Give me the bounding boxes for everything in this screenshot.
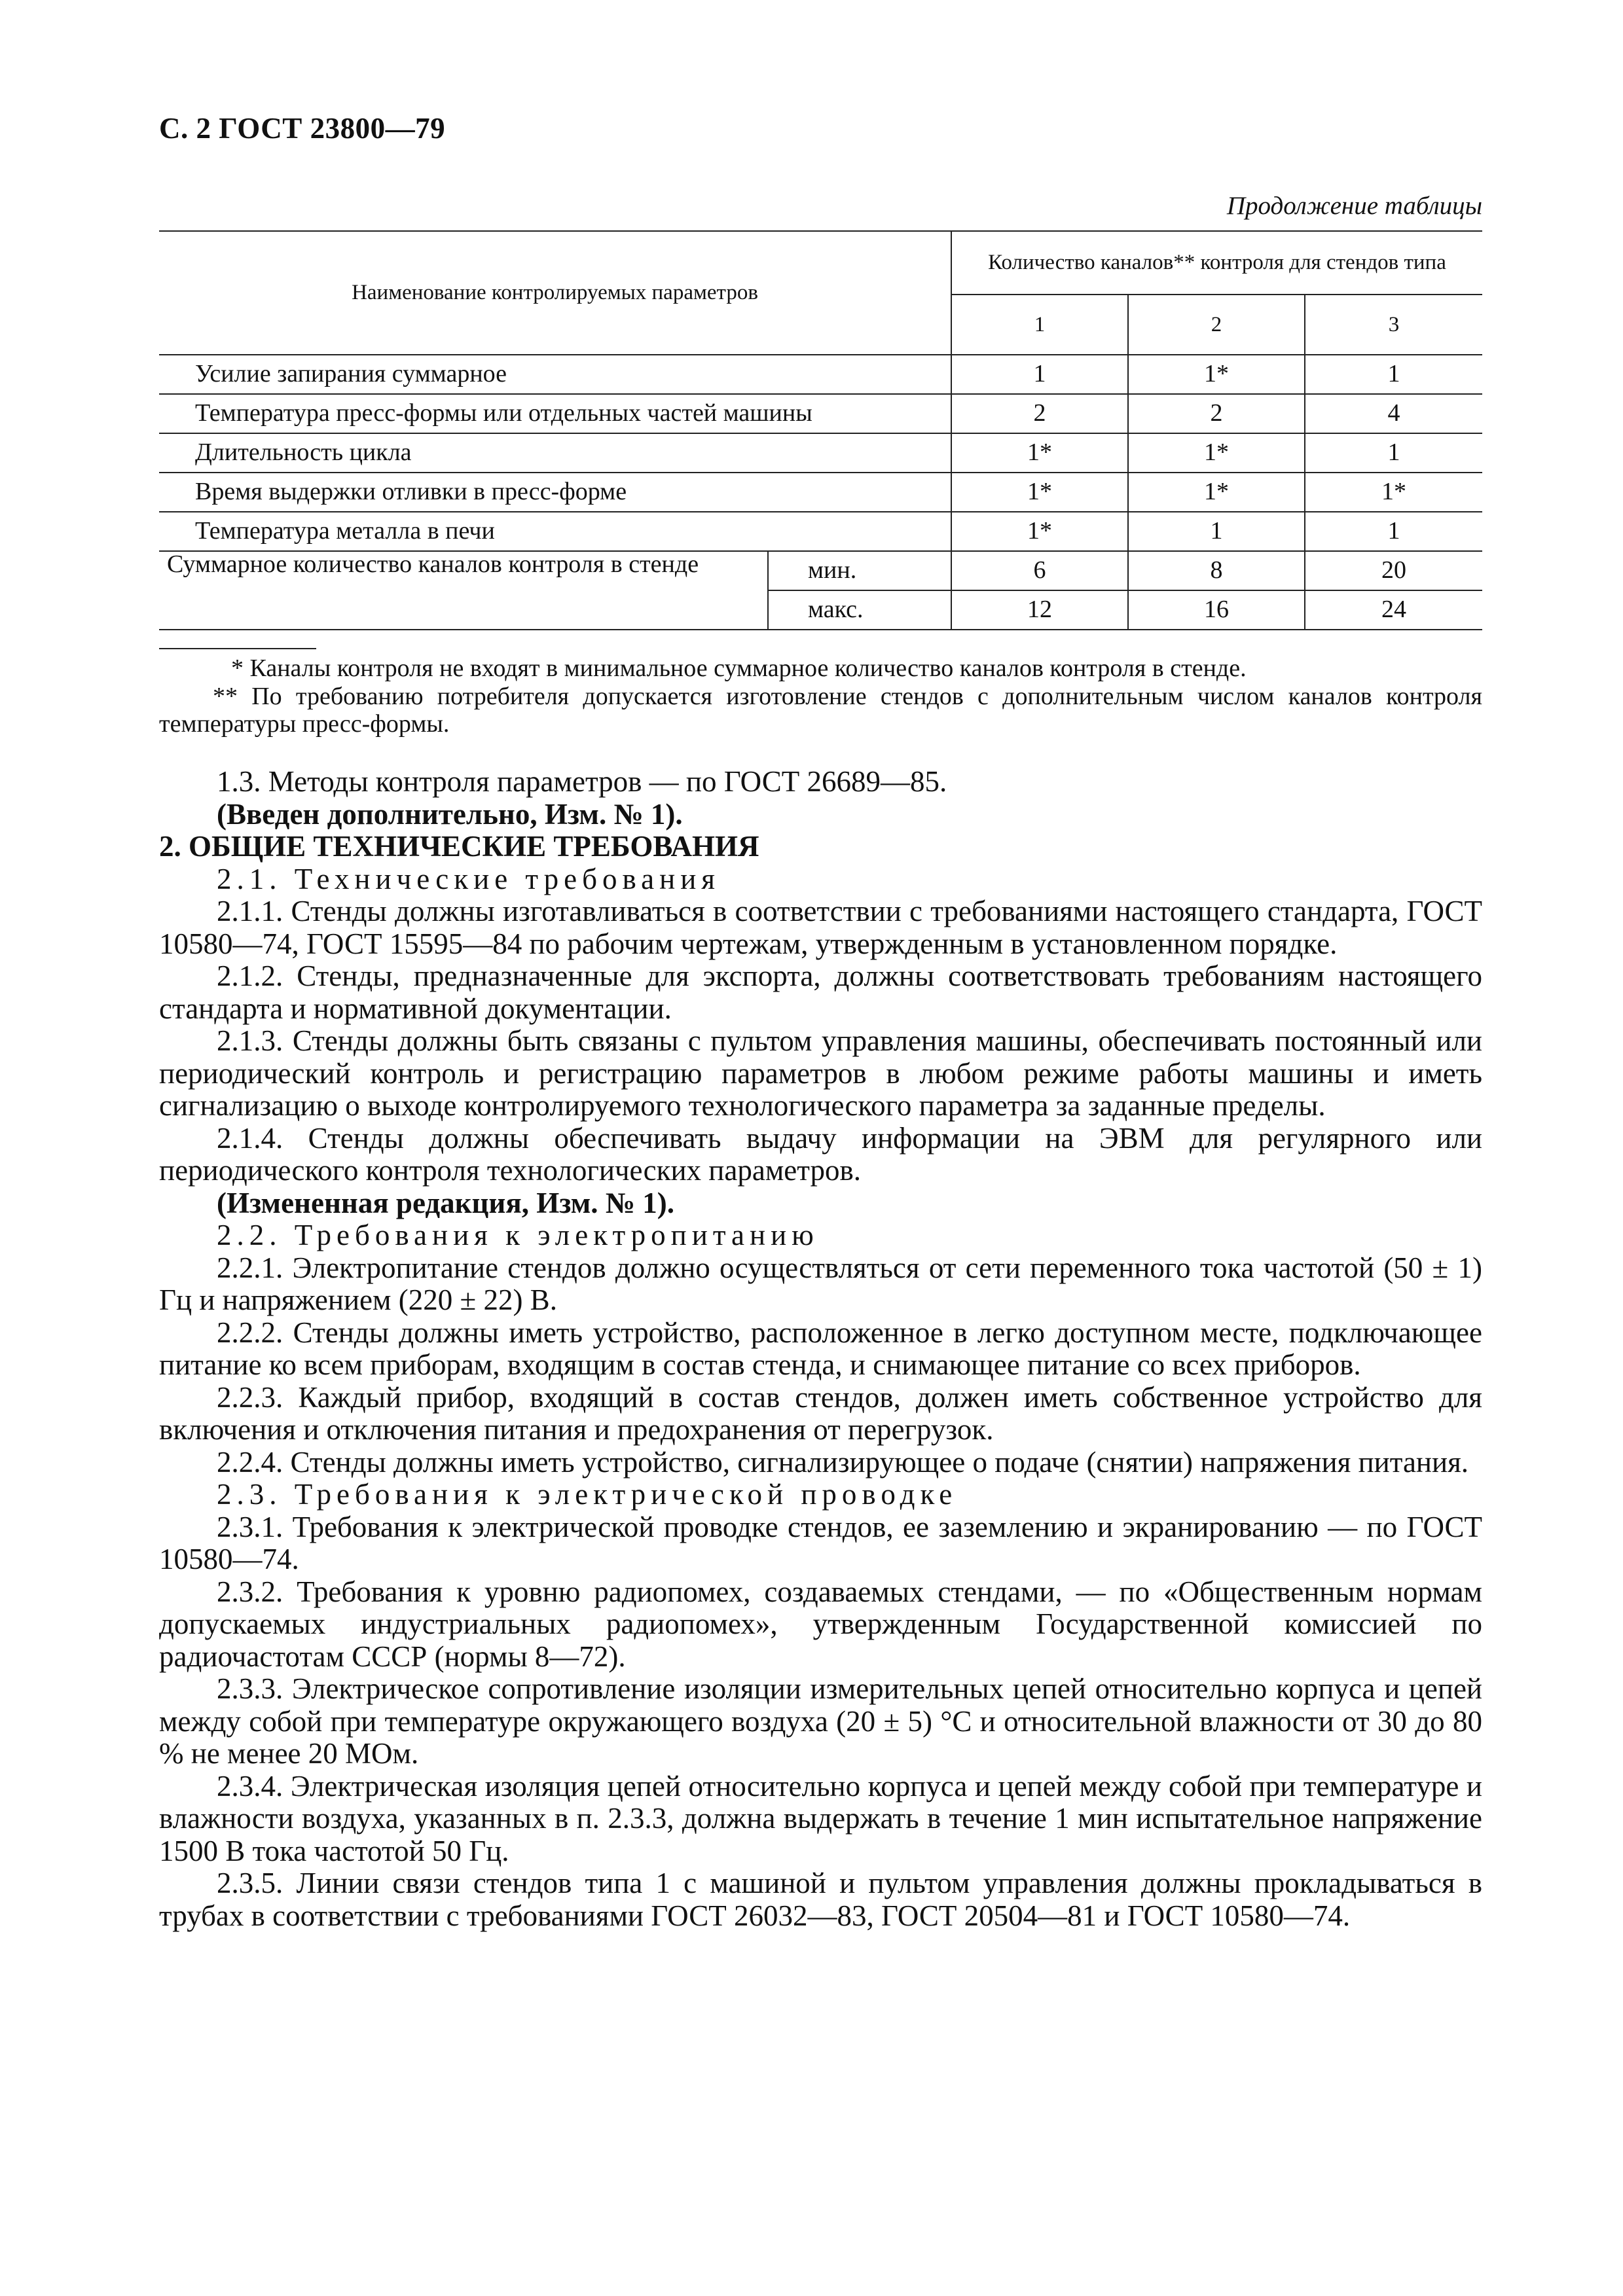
paragraph: 2.1.1. Стенды должны изготавливаться в соответствии с требованиями настоящего стандарта, ГОСТ 10580—74, ГОСТ 15595—84 по рабочим чертежам, утвержденным в установленном порядке. (159, 895, 1482, 960)
param-value: 1* (1128, 355, 1305, 394)
max-value: 16 (1128, 590, 1305, 630)
paragraph: 2.2.2. Стенды должны иметь устройство, расположенное в легко доступном месте, подключающее питание ко всем приборам, входящим в состав стенда, и снимающее питание со всех приборов. (159, 1316, 1482, 1381)
page-header: С. 2 ГОСТ 23800—79 (159, 112, 446, 145)
table-row (159, 394, 1482, 433)
param-value: 1* (1128, 473, 1305, 512)
table-header-row (159, 231, 1482, 295)
min-value: 6 (951, 551, 1128, 590)
min-value: 8 (1128, 551, 1305, 590)
paragraph: 2.1.2. Стенды, предназначенные для экспорта, должны соответствовать требованиям настоящего стандарта и нормативной документации. (159, 960, 1482, 1025)
document-body (159, 766, 1482, 1932)
param-value: 4 (1305, 394, 1482, 433)
subsection-heading: 2.2. Требования к электропитанию (217, 1219, 819, 1251)
paragraph: 2.3.3. Электрическое сопротивление изоляции измерительных цепей относительно корпуса и цепей между собой при температуре окружающего воздуха (20 ± 5) °С и относительной влажности от 30 до 80 % не менее 20 МОм. (159, 1672, 1482, 1770)
table-row (159, 355, 1482, 394)
footnote-divider (159, 648, 316, 649)
param-name: Время выдержки отливки в пресс-форме (159, 473, 951, 512)
param-column-header: Наименование контролируемых параметров (159, 231, 951, 355)
table-row (159, 473, 1482, 512)
paragraph: 2.1.4. Стенды должны обеспечивать выдачу информации на ЭВМ для регулярного или периодического контроля технологических параметров. (159, 1121, 1482, 1187)
param-name: Усилие запирания суммарное (159, 355, 951, 394)
paragraph: 2.3.4. Электрическая изоляция цепей относительно корпуса и цепей между собой при температуре и влажности воздуха, указанных в п. 2.3.3, должна выдержать в течение 1 мин испытательное напряжение 1500 В тока частотой 50 Гц. (159, 1769, 1482, 1867)
table-row (159, 433, 1482, 473)
param-value: 1* (951, 473, 1128, 512)
paragraph: 2.3.1. Требования к электрической проводке стендов, ее заземлению и экранированию — по ГОСТ 10580—74. (159, 1510, 1482, 1575)
param-value: 1* (1305, 473, 1482, 512)
table-row (159, 512, 1482, 551)
type-header: 2 (1128, 295, 1305, 355)
param-value: 1* (951, 433, 1128, 473)
param-value: 1 (1128, 512, 1305, 551)
table-caption: Продолжение таблицы (1226, 192, 1482, 220)
paragraph: 2.3.2. Требования к уровню радиопомех, создаваемых стендами, — по «Общественным нормам допускаемых индустриальных радиопомех», утвержденным Государственной комиссией по радиочастотам СССР (нормы 8—72). (159, 1575, 1482, 1673)
paragraph-1-3: 1.3. Методы контроля параметров — по ГОСТ 26689—85. (217, 765, 947, 798)
table-row-sum-min (159, 551, 1482, 590)
param-value: 1 (1305, 433, 1482, 473)
paragraph: 2.2.4. Стенды должны иметь устройство, сигнализирующее о подаче (снятии) напряжения питания. (217, 1445, 1469, 1479)
paragraph: 2.1.3. Стенды должны быть связаны с пультом управления машины, обеспечивать постоянный или периодический контроль и регистрацию параметров в любом режиме работы машины и иметь сигнализацию о выходе контролируемого технологического параметра за заданные пределы. (159, 1024, 1482, 1122)
param-value: 1 (1305, 512, 1482, 551)
sum-row-name: Суммарное количество каналов контроля в стенде (159, 551, 768, 630)
param-value: 1* (1128, 433, 1305, 473)
min-value: 20 (1305, 551, 1482, 590)
param-value: 2 (1128, 394, 1305, 433)
param-value: 1 (1305, 355, 1482, 394)
type-header: 3 (1305, 295, 1482, 355)
max-value: 12 (951, 590, 1128, 630)
paragraph: 2.2.3. Каждый прибор, входящий в состав стендов, должен иметь собственное устройство для включения и отключения питания и предохранения от перегрузок. (159, 1380, 1482, 1446)
paragraph: 2.2.1. Электропитание стендов должно осуществляться от сети переменного тока частотой (50 ± 1) Гц и напряжением (220 ± 22) В. (159, 1251, 1482, 1316)
section-title: 2. ОБЩИЕ ТЕХНИЧЕСКИЕ ТРЕБОВАНИЯ (159, 830, 759, 863)
type-header: 1 (951, 295, 1128, 355)
channels-column-header: Количество каналов** контроля для стендов типа (951, 231, 1482, 295)
footnote-1: * Каналы контроля не входят в минимальное суммарное количество каналов контроля в стенде. (231, 655, 1247, 682)
param-value: 1* (951, 512, 1128, 551)
amendment-note: (Введен дополнительно, Изм. № 1). (217, 797, 683, 831)
subsection-heading: 2.3. Требования к электрической проводке (217, 1478, 958, 1511)
param-value: 2 (951, 394, 1128, 433)
param-name: Температура металла в печи (159, 512, 951, 551)
max-label: макс. (768, 590, 951, 630)
max-value: 24 (1305, 590, 1482, 630)
param-name: Длительность цикла (159, 433, 951, 473)
parameters-table (159, 230, 1482, 630)
subsection-heading: 2.1. Технические требования (217, 862, 721, 895)
footnote-2: ** По требованию потребителя допускается изготовление стендов с дополнительным числом каналов контроля температуры пресс-формы. (159, 682, 1482, 738)
amendment-note: (Измененная редакция, Изм. № 1). (217, 1186, 675, 1219)
param-value: 1 (951, 355, 1128, 394)
paragraph: 2.3.5. Линии связи стендов типа 1 с машиной и пультом управления должны прокладываться в трубах в соответствии с требованиями ГОСТ 26032—83, ГОСТ 20504—81 и ГОСТ 10580—74. (159, 1867, 1482, 1932)
min-label: мин. (768, 551, 951, 590)
param-name: Температура пресс-формы или отдельных частей машины (159, 394, 951, 433)
footnotes (159, 655, 1482, 738)
